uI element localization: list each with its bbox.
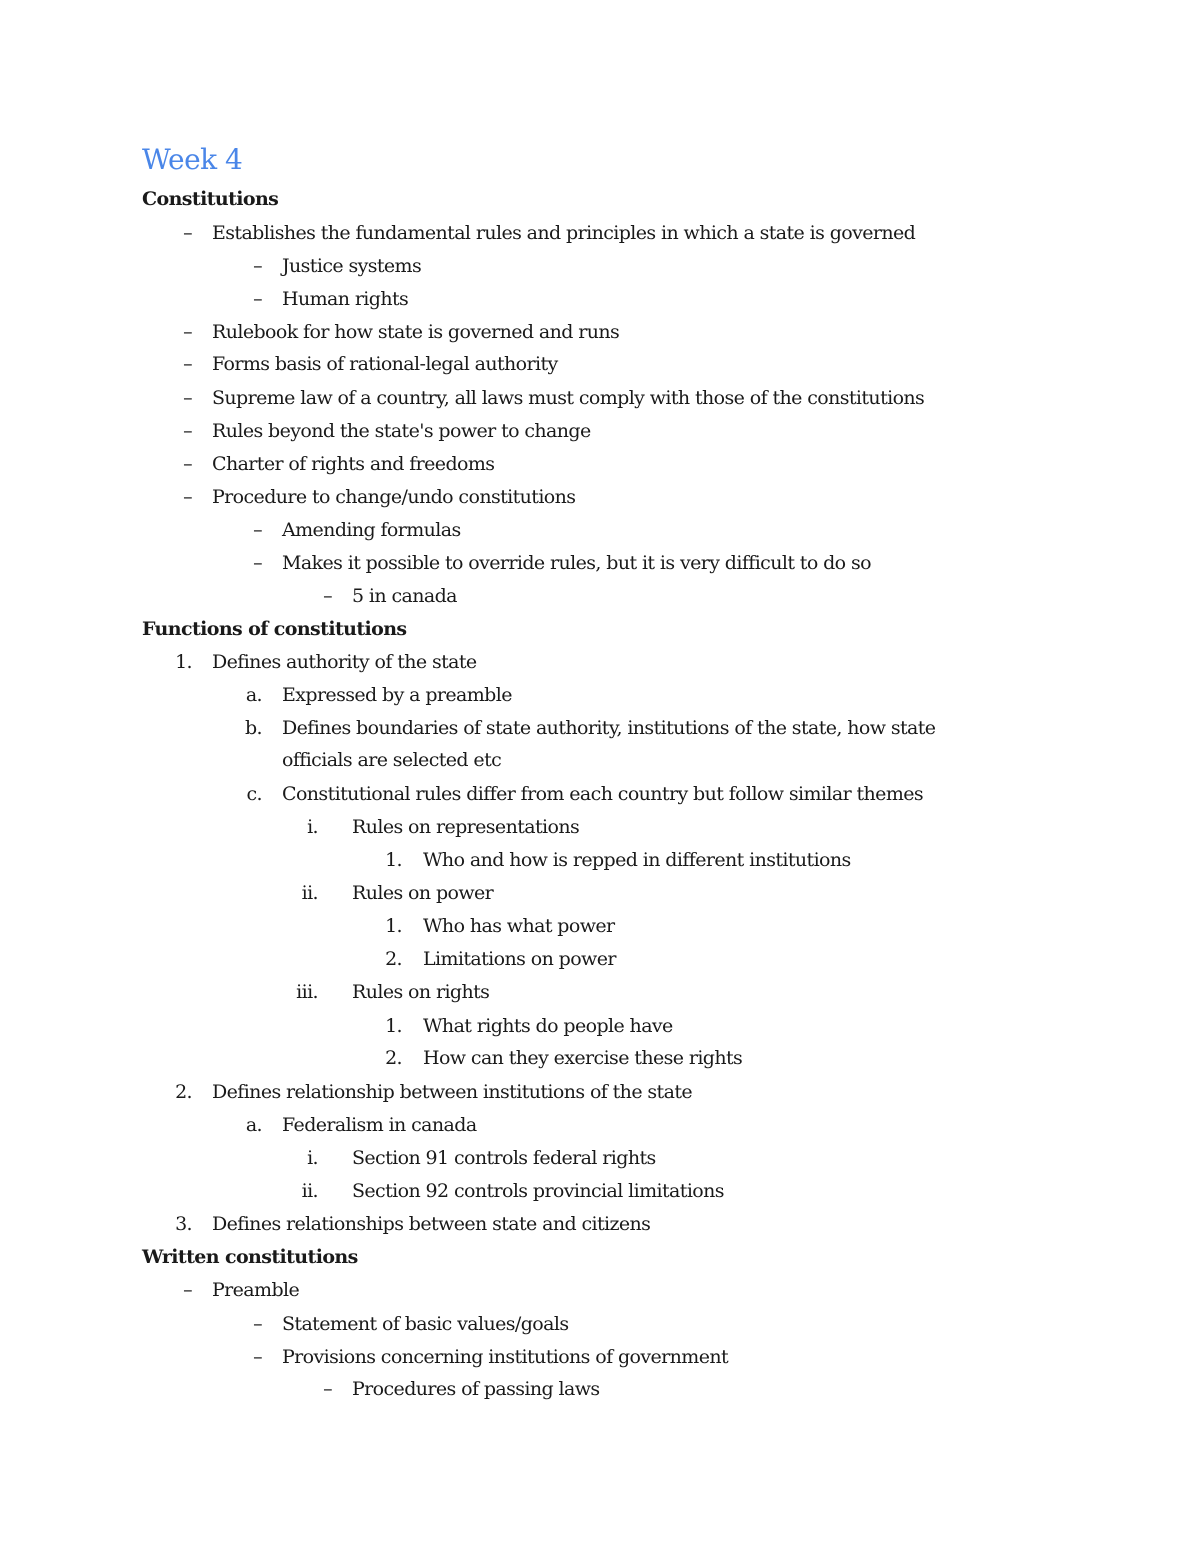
list-item-text: Preamble <box>212 1279 300 1301</box>
list-marker: i. <box>307 1147 318 1169</box>
list-item-text: Forms basis of rational-legal authority <box>212 353 558 375</box>
list-item-text: Defines authority of the state <box>212 651 477 673</box>
list-item-text: officials are selected etc <box>282 749 502 771</box>
list-marker: – <box>253 1346 262 1368</box>
list-marker: – <box>183 420 192 442</box>
list-marker: ii. <box>301 882 318 904</box>
list-marker: – <box>183 387 192 409</box>
list-item-text: Limitations on power <box>423 948 616 970</box>
list-marker: – <box>253 255 262 277</box>
list-marker: – <box>183 353 192 375</box>
list-marker: – <box>183 1279 192 1301</box>
section-heading-functions: Functions of constitutions <box>142 618 407 640</box>
list-item-text: Procedure to change/undo constitutions <box>212 486 576 508</box>
list-marker: – <box>323 1378 332 1400</box>
list-item-text: Human rights <box>282 288 409 310</box>
list-marker: – <box>253 288 262 310</box>
list-marker: – <box>253 552 262 574</box>
list-item-text: Section 92 controls provincial limitations <box>352 1180 724 1202</box>
list-marker: b. <box>244 717 262 739</box>
list-item-text: Makes it possible to override rules, but it is very difficult to do so <box>282 552 871 574</box>
list-item-text: Provisions concerning institutions of government <box>282 1346 729 1368</box>
list-item-text: Rulebook for how state is governed and runs <box>212 321 620 343</box>
list-marker: – <box>183 453 192 475</box>
list-marker: 2. <box>175 1081 192 1103</box>
list-marker: a. <box>245 1114 262 1136</box>
list-item-text: Federalism in canada <box>282 1114 477 1136</box>
list-marker: – <box>253 1313 262 1335</box>
list-item-text: How can they exercise these rights <box>423 1047 743 1069</box>
list-item-text: Justice systems <box>282 255 422 277</box>
list-marker: – <box>183 486 192 508</box>
list-item-text: Supreme law of a country, all laws must comply with those of the constitutions <box>212 387 925 409</box>
list-item-text: What rights do people have <box>423 1015 673 1037</box>
list-marker: a. <box>245 684 262 706</box>
list-item-text: Defines boundaries of state authority, institutions of the state, how state <box>282 717 936 739</box>
list-marker: 1. <box>385 849 402 871</box>
list-marker: 1. <box>385 1015 402 1037</box>
list-marker: 2. <box>385 1047 402 1069</box>
list-marker: – <box>183 321 192 343</box>
list-item-text: Who has what power <box>423 915 615 937</box>
list-item-text: Amending formulas <box>282 519 461 541</box>
list-item-text: Section 91 controls federal rights <box>352 1147 656 1169</box>
list-marker: 1. <box>385 915 402 937</box>
list-marker: i. <box>307 816 318 838</box>
list-item-text: Who and how is repped in different institutions <box>423 849 851 871</box>
list-marker: – <box>183 222 192 244</box>
section-heading-constitutions: Constitutions <box>142 188 279 210</box>
list-marker: 2. <box>385 948 402 970</box>
list-item-text: Defines relationships between state and citizens <box>212 1213 651 1235</box>
list-item-text: Establishes the fundamental rules and principles in which a state is governed <box>212 222 916 244</box>
list-item-text: 5 in canada <box>352 585 457 607</box>
list-marker: 3. <box>175 1213 192 1235</box>
list-marker: 1. <box>175 651 192 673</box>
list-marker: iii. <box>296 981 318 1003</box>
list-item-text: Defines relationship between institutions of the state <box>212 1081 692 1103</box>
list-item-text: Charter of rights and freedoms <box>212 453 495 475</box>
list-item-text: Rules on representations <box>352 816 580 838</box>
list-marker: – <box>253 519 262 541</box>
list-item-text: Procedures of passing laws <box>352 1378 600 1400</box>
list-marker: – <box>323 585 332 607</box>
list-marker: ii. <box>301 1180 318 1202</box>
list-marker: c. <box>246 783 262 805</box>
list-item-text: Expressed by a preamble <box>282 684 512 706</box>
list-item-text: Statement of basic values/goals <box>282 1313 569 1335</box>
section-heading-written-constitutions: Written constitutions <box>142 1246 358 1268</box>
list-item-text: Rules beyond the state's power to change <box>212 420 591 442</box>
list-item-text: Rules on power <box>352 882 494 904</box>
list-item-text: Constitutional rules differ from each country but follow similar themes <box>282 783 924 805</box>
list-item-text: Rules on rights <box>352 981 490 1003</box>
page-title: Week 4 <box>142 143 243 176</box>
